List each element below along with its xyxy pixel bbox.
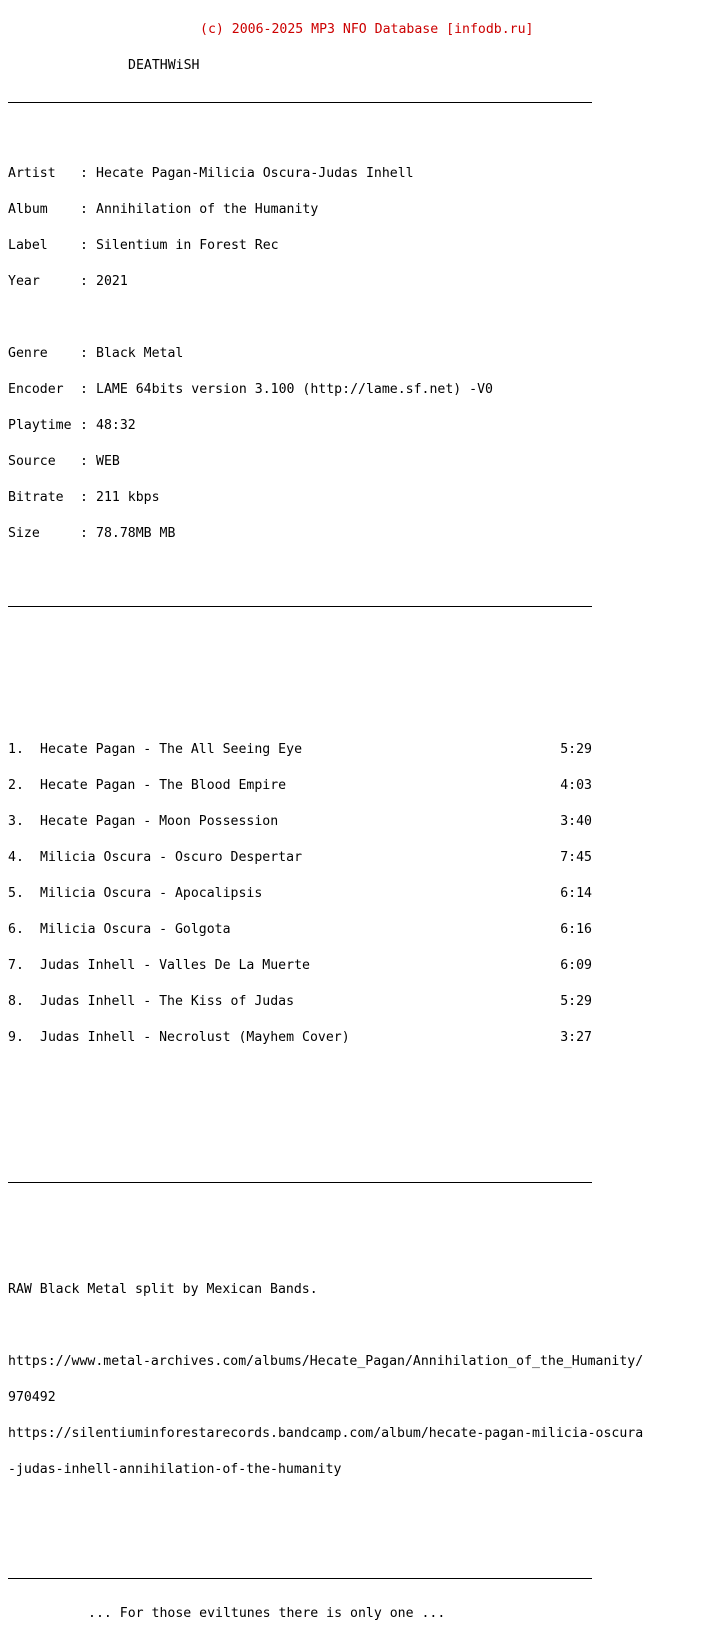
track-row: 1. Hecate Pagan - The All Seeing Eye 5:29	[8, 742, 592, 757]
track-row: 2. Hecate Pagan - The Blood Empire 4:03	[8, 778, 592, 793]
metal-archives-link: https://www.metal-archives.com/albums/Hecate_Pagan/Annihilation_of_the_Humanity/	[8, 1354, 644, 1369]
info-row-label: Label : Silentium in Forest Rec	[8, 238, 279, 253]
copyright-line: (c) 2006-2025 MP3 NFO Database [infodb.ru]	[200, 22, 534, 37]
track-row: 7. Judas Inhell - Valles De La Muerte 6:09	[8, 958, 592, 973]
bandcamp-link: https://silentiuminforestarecords.bandcamp.com/album/hecate-pagan-milicia-oscura	[8, 1426, 644, 1441]
group-name: DEATHWiSH	[128, 58, 200, 73]
track-row: 6. Milicia Oscura - Golgota 6:16	[8, 922, 592, 937]
info-row-artist: Artist : Hecate Pagan-Milicia Oscura-Judas Inhell	[8, 166, 414, 181]
bandcamp-link-continued: -judas-inhell-annihilation-of-the-humanity	[8, 1462, 342, 1477]
track-row: 8. Judas Inhell - The Kiss of Judas 5:29	[8, 994, 592, 1009]
divider	[8, 606, 592, 612]
track-row: 5. Milicia Oscura - Apocalipsis 6:14	[8, 886, 592, 901]
release-info	[0, 144, 728, 564]
divider	[8, 1578, 592, 1584]
metal-archives-link-continued: 970492	[8, 1390, 56, 1405]
track-row: 3. Hecate Pagan - Moon Possession 3:40	[8, 814, 592, 829]
tech-row-bitrate: Bitrate : 211 kbps	[8, 490, 160, 505]
info-row-year: Year : 2021	[8, 274, 128, 289]
tech-row-source: Source : WEB	[8, 454, 120, 469]
divider	[8, 1182, 592, 1188]
tech-row-genre: Genre : Black Metal	[8, 346, 184, 361]
tracklist	[0, 720, 728, 1068]
tech-row-encoder: Encoder : LAME 64bits version 3.100 (http://lame.sf.net) -V0	[8, 382, 493, 397]
tech-row-size: Size : 78.78MB MB	[8, 526, 176, 541]
track-row: 4. Milicia Oscura - Oscuro Despertar 7:45	[8, 850, 592, 865]
tech-row-playtime: Playtime : 48:32	[8, 418, 136, 433]
description-text: RAW Black Metal split by Mexican Bands.	[8, 1282, 318, 1297]
footer-motto: ... For those eviltunes there is only one ...	[88, 1606, 446, 1621]
divider	[8, 102, 592, 108]
notes	[0, 1260, 728, 1500]
info-row-album: Album : Annihilation of the Humanity	[8, 202, 319, 217]
track-row: 9. Judas Inhell - Necrolust (Mayhem Cover) 3:27	[8, 1030, 592, 1045]
